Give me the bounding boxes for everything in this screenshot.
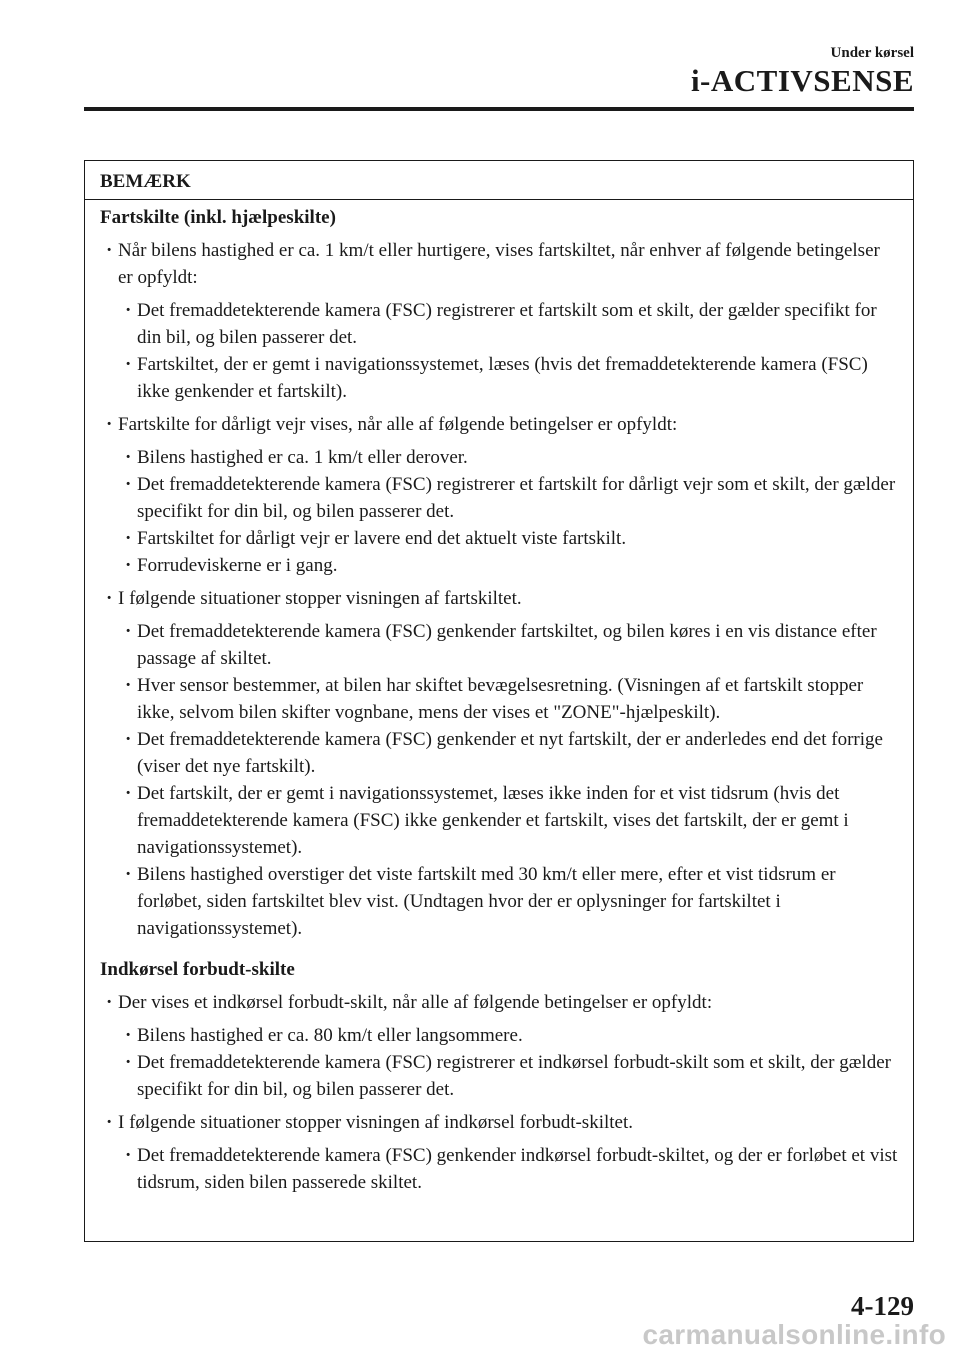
entry-sub-bullet: · Det fremaddetekterende kamera (FSC) genkender indkørsel forbudt-skiltet, og der er forløbet et vist tidsrum, siden bilen passerede skiltet.	[137, 1142, 899, 1196]
note-label: BEMÆRK	[85, 161, 913, 200]
watermark: carmanualsonline.info	[642, 1319, 946, 1350]
speed-sub-bullet: · Det fartskilt, der er gemt i navigationssystemet, læses ikke inden for et vist tidsrum (hvis det fremaddetekterende kamera (FSC) ikke genkender et fartskilt, vises det fartskilt, der er gemt i navigationssystemet).	[137, 780, 899, 861]
note-box	[84, 160, 914, 1242]
speed-sub-bullet: · Fartskiltet for dårligt vejr er lavere end det aktuelt viste fartskilt.	[137, 525, 899, 552]
speed-sub-bullet: · Hver sensor bestemmer, at bilen har skiftet bevægelsesretning. (Visningen af et fartskilt stopper ikke, selvom bilen skifter vognbane, mens der vises et "ZONE"-hjælpeskilt).	[137, 672, 899, 726]
chapter-title: i-ACTIVSENSE	[690, 63, 914, 98]
speed-bullet: · Fartskilte for dårligt vejr vises, når alle af følgende betingelser er opfyldt:	[118, 411, 899, 438]
speed-sub-bullet: · Bilens hastighed overstiger det viste fartskilt med 30 km/t eller mere, efter et vist tidsrum er forløbet, siden fartskiltet blev vist. (Undtagen hvor der er oplysninger for fartskiltet i navigationssystemet).	[137, 861, 899, 942]
speed-bullet: · I følgende situationer stopper visningen af fartskiltet.	[118, 585, 899, 612]
speed-sub-bullet: · Det fremaddetekterende kamera (FSC) registrerer et fartskilt som et skilt, der gælder specifikt for din bil, og bilen passerer det.	[137, 297, 899, 351]
speed-sub-bullet: · Bilens hastighed er ca. 1 km/t eller derover.	[137, 444, 899, 471]
page-number: 4-129	[851, 1291, 914, 1321]
speed-signs-heading: Fartskilte (inkl. hjælpeskilte)	[100, 207, 336, 228]
speed-sub-bullet: · Det fremaddetekterende kamera (FSC) genkender fartskiltet, og bilen køres i en vis distance efter passage af skiltet.	[137, 618, 899, 672]
entry-bullet: · I følgende situationer stopper visningen af indkørsel forbudt-skiltet.	[118, 1109, 899, 1136]
section-label: Under kørsel	[830, 45, 914, 61]
entry-sub-bullet: · Det fremaddetekterende kamera (FSC) registrerer et indkørsel forbudt-skilt som et skilt, der gælder specifikt for din bil, og bilen passerer det.	[137, 1049, 899, 1103]
header-rule	[84, 107, 914, 111]
no-entry-signs-heading: Indkørsel forbudt-skilte	[100, 959, 295, 980]
speed-sub-bullet: · Forrudeviskerne er i gang.	[137, 552, 899, 579]
entry-bullet: · Der vises et indkørsel forbudt-skilt, når alle af følgende betingelser er opfyldt:	[118, 989, 899, 1016]
speed-sub-bullet: · Det fremaddetekterende kamera (FSC) registrerer et fartskilt for dårligt vejr som et skilt, der gælder specifikt for din bil, og bilen passerer det.	[137, 471, 899, 525]
note-content	[85, 204, 913, 1196]
speed-sub-bullet: · Det fremaddetekterende kamera (FSC) genkender et nyt fartskilt, der er anderledes end det forrige (viser det nye fartskilt).	[137, 726, 899, 780]
entry-sub-bullet: · Bilens hastighed er ca. 80 km/t eller langsommere.	[137, 1022, 899, 1049]
speed-sub-bullet: · Fartskiltet, der er gemt i navigationssystemet, læses (hvis det fremaddetekterende kamera (FSC) ikke genkender et fartskilt).	[137, 351, 899, 405]
speed-bullet: · Når bilens hastighed er ca. 1 km/t eller hurtigere, vises fartskiltet, når enhver af følgende betingelser er opfyldt:	[118, 237, 899, 291]
